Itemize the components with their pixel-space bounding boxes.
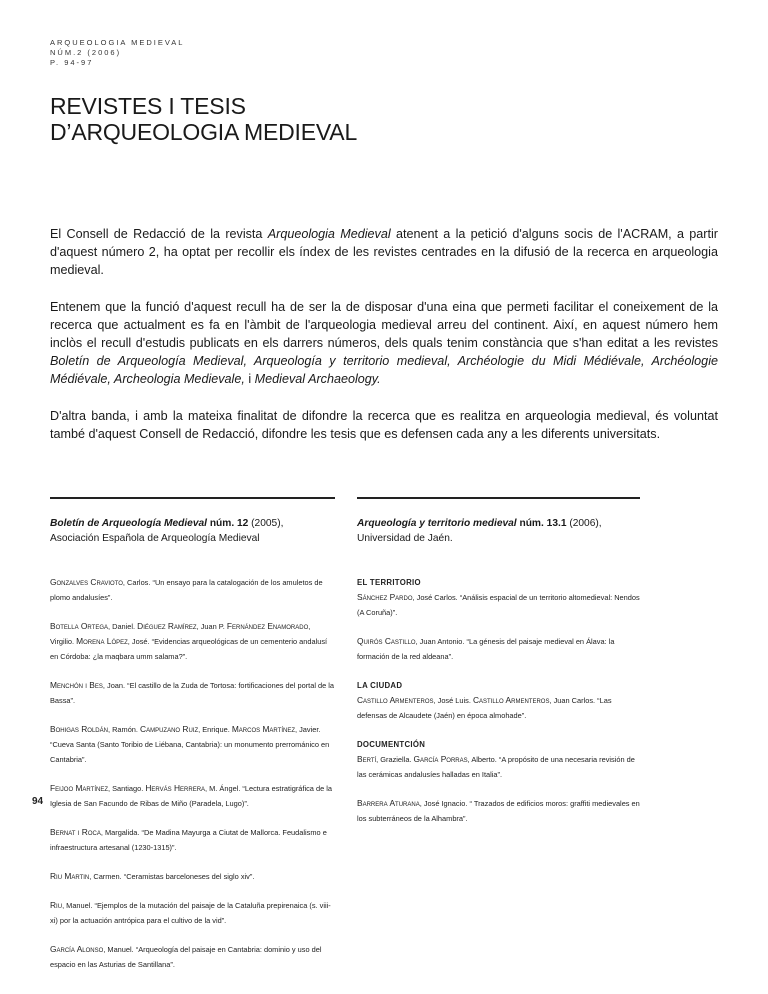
author-surname: Sánchez Pardo bbox=[357, 591, 413, 602]
author-surname: Bernat i Roca bbox=[50, 826, 101, 837]
issue-number: núm. 13.1 bbox=[516, 517, 567, 529]
article-title: “De Madina Mayurga a Ciutat de Mallorca. Feudalismo e infraestructura artesanal (1230-1315)”. bbox=[50, 827, 327, 852]
author-surname: Marcos Martínez bbox=[231, 723, 295, 734]
author-given-name: , José Carlos. bbox=[412, 592, 458, 602]
author-given-name: , Alberto. bbox=[467, 754, 497, 764]
author-given-name: , Carmen. bbox=[89, 871, 122, 881]
bibliography-entry bbox=[357, 752, 640, 782]
author-surname: Gonzalves Cravioto bbox=[50, 576, 123, 587]
author-given-name: , Daniel. bbox=[108, 621, 138, 631]
author-given-name: , Javier. bbox=[295, 724, 321, 734]
author-given-name: , M. Ángel. bbox=[205, 783, 241, 793]
bibliography-entry bbox=[50, 781, 335, 811]
journal-heading bbox=[50, 516, 335, 546]
journal-heading bbox=[357, 516, 640, 546]
journal-title: Arqueología y territorio medieval bbox=[357, 517, 517, 529]
author-surname: Fernández Enamorado bbox=[226, 620, 309, 631]
intro-paragraph-3: D'altra banda, i amb la mateixa finalitat de difondre la recerca que es realitza en arqueologia medieval, és voluntat també d'aquest Consell de Redacció, difondre les tesis que es defensen cada any a les diferents universitats. bbox=[50, 409, 718, 441]
right-column bbox=[357, 497, 640, 840]
intro-text: atenent a la petició d'alguns socis de l'ACRAM, a partir d'aquest número 2, ha optat per recollir els índex de les revistes centrades en la difusió de la recerca en arqueologia medieval. bbox=[50, 227, 718, 277]
column-rule bbox=[357, 497, 640, 499]
author-given-name: , Juan P. bbox=[196, 621, 227, 631]
author-surname: Barrera Aturana bbox=[357, 797, 420, 808]
article-title: “Análisis espacial de un territorio altomedieval: Nendos (A Coruña)”. bbox=[357, 592, 640, 617]
issue-number: NÚM.2 (2006) bbox=[50, 48, 122, 57]
bibliography-entry bbox=[50, 869, 335, 884]
journal-name: ARQUEOLOGIA MEDIEVAL bbox=[50, 38, 185, 47]
section-title: DOCUMENTCIÓN bbox=[357, 739, 426, 749]
intro-text: Entenem que la funció d'aquest recull ha de ser la de disposar d'una eina que permeti facilitar el coneixement de la recerca que actualment es fa en l'àmbit de l'arqueologia medieval arreu del continent. Així, en aquest número hem inclòs el recull d'estudis publicats en els darrers números, dels quals tenim constància que s'han editat a les revistes bbox=[50, 300, 718, 350]
article-title: “La génesis del paisaje medieval en Álava: la formación de la red aldeana”. bbox=[357, 636, 615, 661]
author-given-name: , Manuel. bbox=[103, 944, 134, 954]
author-surname: Feijoo Martínez bbox=[50, 782, 108, 793]
author-surname: Castillo Armenteros bbox=[357, 694, 434, 705]
author-given-name: , José. bbox=[127, 636, 150, 646]
author-surname: Campuzano Ruiz bbox=[140, 723, 199, 734]
bibliography-entry bbox=[50, 575, 335, 605]
author-given-name: , Ramón. bbox=[107, 724, 141, 734]
author-surname: Riu Martin bbox=[50, 870, 90, 881]
author-surname: Morena López bbox=[76, 635, 128, 646]
author-surname: Diéguez Ramírez bbox=[137, 620, 197, 631]
author-surname: Menchón i Bes bbox=[50, 679, 103, 690]
title-line-1: REVISTES I TESIS bbox=[50, 93, 246, 119]
issue-number: núm. 12 bbox=[207, 517, 249, 529]
author-surname: Botella Ortega bbox=[50, 620, 108, 631]
bibliography-entry bbox=[50, 722, 335, 767]
intro-text: i bbox=[244, 372, 255, 386]
section-list bbox=[357, 575, 640, 826]
author-surname: García Porras bbox=[413, 753, 468, 764]
section-block bbox=[357, 575, 640, 664]
entry-list bbox=[50, 575, 335, 972]
article-title: “Ceramistas barceloneses del siglo xiv”. bbox=[121, 871, 255, 881]
bibliography-entry bbox=[357, 796, 640, 826]
page-title bbox=[50, 93, 650, 145]
publisher: Asociación Española de Arqueología Medieval bbox=[50, 532, 260, 544]
title-line-2: D’ARQUEOLOGIA MEDIEVAL bbox=[50, 119, 358, 145]
article-title: “Lectura estratigráfica de la Iglesia de San Facundo de Ribas de Miño (Paradela, Lugo)”. bbox=[50, 783, 332, 808]
author-given-name: , Carlos. bbox=[122, 577, 151, 587]
author-surname: Hervás Herrera bbox=[145, 782, 206, 793]
issue-year: (2006), bbox=[566, 517, 602, 529]
author-given-name: , Enrique. bbox=[198, 724, 232, 734]
author-given-name: , Joan. bbox=[102, 680, 126, 690]
journal-title: Arqueologia Medieval bbox=[267, 227, 391, 241]
author-surname: Castillo Armenteros bbox=[472, 694, 550, 705]
intro-paragraph-1 bbox=[50, 225, 718, 279]
section-block bbox=[357, 737, 640, 826]
intro-text: El Consell de Redacció de la revista bbox=[50, 227, 268, 241]
bibliography-entry bbox=[357, 693, 640, 723]
author-given-name: , Manuel. bbox=[62, 900, 93, 910]
article-title: “Ejemplos de la mutación del paisaje de la Cataluña prepirenaica (s. viii-xi) por la actuación antrópica para el cultivo de la vid”. bbox=[50, 900, 331, 925]
publisher: Universidad de Jaén. bbox=[357, 532, 453, 544]
intro-paragraph-2 bbox=[50, 298, 718, 388]
author-given-name: , Margalida. bbox=[100, 827, 140, 837]
author-given-name: , Santiago. bbox=[107, 783, 146, 793]
journal-title: Medieval Archaeology. bbox=[254, 372, 381, 386]
author-given-name: , José Luis. bbox=[433, 695, 473, 705]
author-surname: Quirós Castillo bbox=[357, 635, 416, 646]
author-surname: Bertí bbox=[357, 753, 377, 764]
article-title: “El castillo de la Zuda de Tortosa: fortificaciones del portal de la Bassa”. bbox=[50, 680, 335, 705]
bibliography-entry bbox=[50, 619, 335, 664]
author-surname: Riu bbox=[50, 899, 63, 910]
bibliography-entry bbox=[50, 942, 335, 972]
bibliography-entry bbox=[357, 634, 640, 664]
section-title: LA CIUDAD bbox=[357, 680, 403, 690]
running-head bbox=[50, 38, 184, 68]
bibliography-entry bbox=[50, 678, 335, 708]
article-title: “Cueva Santa (Santo Toribio de Liébana, Cantabria): un monumento prerrománico en Cantabria”. bbox=[50, 739, 330, 764]
article-title: “Evidencias arqueológicas de un cementerio andalusí en Córdoba: ¿la maqbara umm salama?”. bbox=[50, 636, 328, 661]
journal-list: Boletín de Arqueología Medieval, Arqueología y territorio medieval, Archéologie du Midi Médiévale, Archéologie Médiévale, Archeologia Medievale, bbox=[50, 354, 718, 386]
article-title: “A propósito de una necesaria revisión de las cerámicas andalusíes halladas en Italia”. bbox=[357, 754, 635, 779]
introduction bbox=[50, 225, 718, 443]
article-title: “Las defensas de Alcaudete (Jaén) en época almohade”. bbox=[357, 695, 612, 720]
author-surname: Bohigas Roldán bbox=[50, 723, 108, 734]
journal-title: Boletín de Arqueología Medieval bbox=[50, 517, 207, 529]
bibliography-entry bbox=[357, 590, 640, 620]
author-given-name: , Virgilio. bbox=[50, 621, 311, 646]
left-column bbox=[50, 497, 335, 986]
issue-year: (2005), bbox=[248, 517, 284, 529]
author-given-name: , José Ignacio. bbox=[419, 798, 468, 808]
page-number: 94 bbox=[32, 796, 44, 807]
author-given-name: , Juan Antonio. bbox=[415, 636, 465, 646]
section-block bbox=[357, 678, 640, 723]
section-title: EL TERRITORIO bbox=[357, 577, 421, 587]
page-range: P. 94-97 bbox=[50, 58, 94, 67]
bibliography-entry bbox=[50, 898, 335, 928]
author-given-name: , Graziella. bbox=[376, 754, 414, 764]
article-title: “Arqueología del paisaje en Cantabria: dominio y uso del espacio en las Asturias de Santillana”. bbox=[50, 944, 322, 969]
author-given-name: , Juan Carlos. bbox=[549, 695, 596, 705]
article-title: “Un ensayo para la catalogación de los amuletos de plomo andalusíes”. bbox=[50, 577, 323, 602]
author-surname: García Alonso bbox=[50, 943, 104, 954]
bibliography-entry bbox=[50, 825, 335, 855]
column-rule bbox=[50, 497, 335, 499]
article-title: “ Trazados de edificios moros: graffiti medievales en los subterráneos de la Alhambra”. bbox=[357, 798, 640, 823]
